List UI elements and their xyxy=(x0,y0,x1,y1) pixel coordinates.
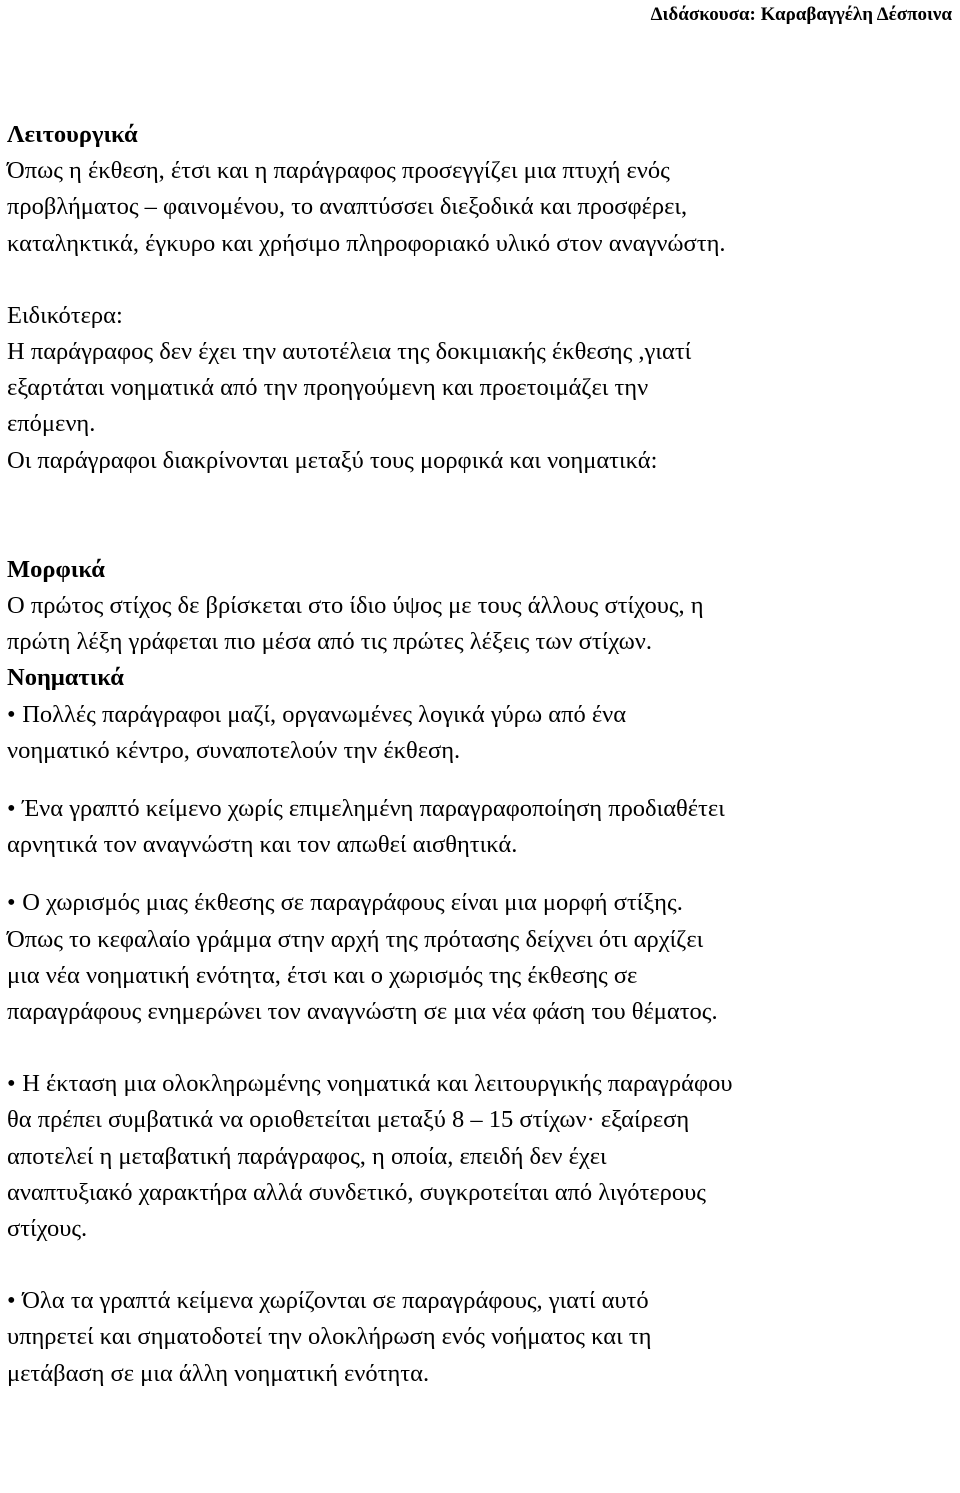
bullet-line: Όλα τα γραπτά κείμενα χωρίζονται σε παραγράφους, γιατί αυτό xyxy=(22,1287,649,1315)
spacer xyxy=(7,1030,957,1066)
spacer xyxy=(7,262,957,298)
bullet-line: Ο χωρισμός μιας έκθεσης σε παραγράφους είναι μια μορφή στίξης. xyxy=(22,889,683,917)
spacer xyxy=(7,863,957,885)
specifically-line: επόμενη. xyxy=(7,410,96,438)
semantic-heading: Νοηματικά xyxy=(7,664,124,692)
specifically-section xyxy=(7,298,957,479)
bullet-item xyxy=(7,1066,957,1247)
functional-section xyxy=(7,117,957,262)
document-body xyxy=(7,117,957,1392)
bullet-marker: • xyxy=(7,1287,16,1315)
bullet-line: θα πρέπει συμβατικά να οριοθετείται μεταξύ 8 – 15 στίχων· εξαίρεση xyxy=(7,1106,690,1134)
bullet-line: μετάβαση σε μια άλλη νοηματική ενότητα. xyxy=(7,1359,430,1387)
bullet-line: νοηματικό κέντρο, συναποτελούν την έκθεση. xyxy=(7,736,461,764)
bullet-marker: • xyxy=(7,889,16,917)
spacer xyxy=(7,1247,957,1283)
formal-line: πρώτη λέξη γράφεται πιο μέσα από τις πρώτες λέξεις των στίχων. xyxy=(7,628,652,656)
functional-line: καταληκτικά, έγκυρο και χρήσιμο πληροφοριακό υλικό στον αναγνώστη. xyxy=(7,229,726,257)
functional-line: Όπως η έκθεση, έτσι και η παράγραφος προσεγγίζει μια πτυχή ενός xyxy=(7,157,670,185)
bullet-line: Η έκταση μια ολοκληρωμένης νοηματικά και λειτουργικής παραγράφου xyxy=(22,1070,733,1098)
specifically-line: Η παράγραφος δεν έχει την αυτοτέλεια της δοκιμιακής έκθεσης ,γιατί xyxy=(7,338,692,366)
spacer xyxy=(7,479,957,552)
bullet-line: αναπτυξιακό χαρακτήρα αλλά συνδετικό, συγκροτείται από λιγότερους xyxy=(7,1178,706,1206)
bullet-line: παραγράφους ενημερώνει τον αναγνώστη σε μια νέα φάση του θέματος. xyxy=(7,998,718,1026)
bullet-line: Πολλές παράγραφοι μαζί, οργανωμένες λογικά γύρω από ένα xyxy=(22,700,627,728)
bullet-item xyxy=(7,885,957,1030)
specifically-line: εξαρτάται νοηματικά από την προηγούμενη και προετοιμάζει την xyxy=(7,374,649,402)
functional-line: προβλήματος – φαινομένου, το αναπτύσσει διεξοδικά και προσφέρει, xyxy=(7,193,688,221)
bullet-line: μια νέα νοηματική ενότητα, έτσι και ο χωρισμός της έκθεσης σε xyxy=(7,961,638,989)
bullet-marker: • xyxy=(7,795,16,823)
bullet-item xyxy=(7,1283,957,1392)
formal-line: Ο πρώτος στίχος δε βρίσκεται στο ίδιο ύψος με τους άλλους στίχους, η xyxy=(7,592,704,620)
formal-heading: Μορφικά xyxy=(7,555,105,583)
teacher-header: Διδάσκουσα: Καραβαγγέλη Δέσποινα xyxy=(650,4,952,25)
bullet-line: υπηρετεί και σηματοδοτεί την ολοκλήρωση ενός νοήματος και τη xyxy=(7,1323,652,1351)
bullet-marker: • xyxy=(7,700,16,728)
bullet-marker: • xyxy=(7,1070,16,1098)
bullet-item xyxy=(7,697,957,769)
specifically-heading: Ειδικότερα: xyxy=(7,301,123,329)
specifically-line: Οι παράγραφοι διακρίνονται μεταξύ τους μορφικά και νοηματικά: xyxy=(7,446,658,474)
bullet-line: αποτελεί η μεταβατική παράγραφος, η οποία, επειδή δεν έχει xyxy=(7,1142,607,1170)
bullet-line: στίχους. xyxy=(7,1215,88,1243)
bullet-item xyxy=(7,791,957,863)
semantic-section xyxy=(7,660,957,1391)
bullet-line: Όπως το κεφαλαίο γράμμα στην αρχή της πρότασης δείχνει ότι αρχίζει xyxy=(7,925,704,953)
bullet-line: Ένα γραπτό κείμενο χωρίς επιμελημένη παραγραφοποίηση προδιαθέτει xyxy=(22,795,725,823)
spacer xyxy=(7,769,957,791)
functional-heading: Λειτουργικά xyxy=(7,121,138,148)
bullet-line: αρνητικά τον αναγνώστη και τον απωθεί αισθητικά. xyxy=(7,831,518,859)
formal-section xyxy=(7,552,957,661)
